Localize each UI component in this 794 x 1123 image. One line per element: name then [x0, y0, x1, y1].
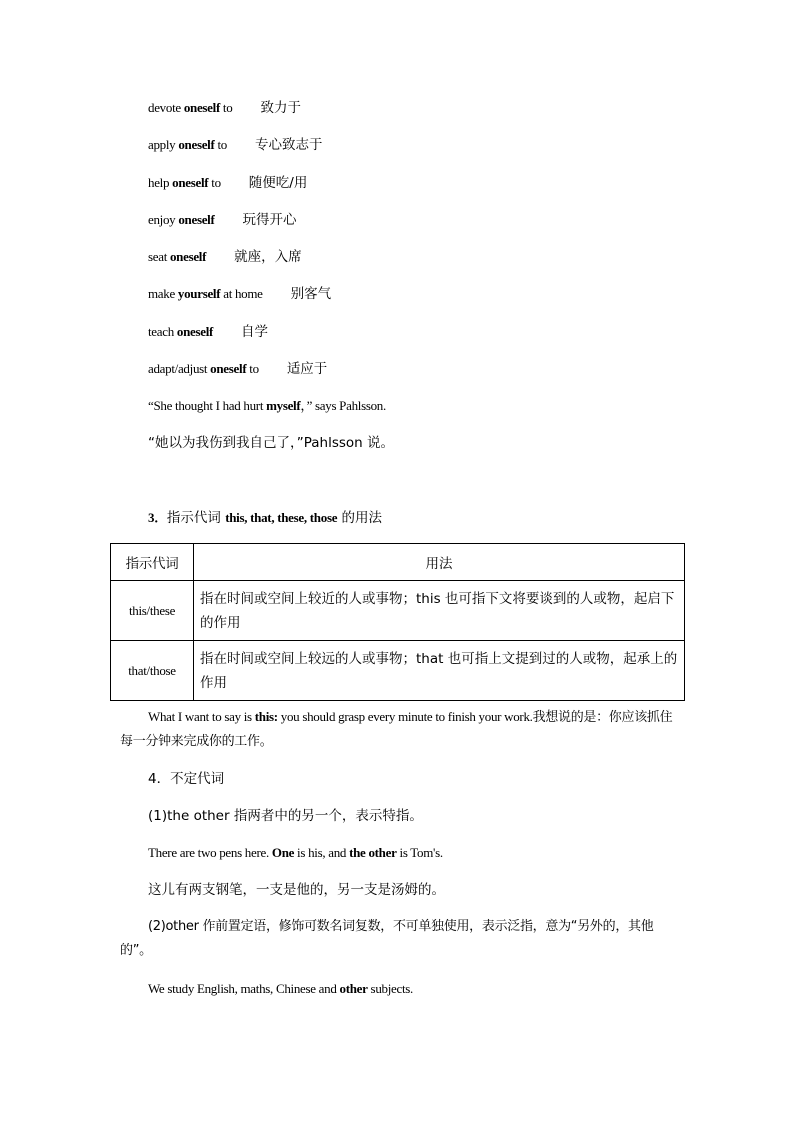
table-row	[111, 581, 685, 641]
example-sentence-en: There are two pens here. One is his, and the other is Tom's.	[148, 845, 443, 860]
table-cell-pronoun: that/those	[111, 641, 194, 701]
example-sentence-zh: 这儿有两支钢笔，一支是他的，另一支是汤姆的。	[148, 882, 445, 898]
phrase-item: make yourself at home 别客气	[148, 286, 332, 302]
phrase-item: devote oneself to 致力于	[148, 100, 301, 116]
example-sentence-en: We study English, maths, Chinese and other subjects.	[148, 981, 413, 996]
section-heading: 4．不定代词	[148, 771, 225, 787]
table-cell-usage: 指在时间或空间上较远的人或事物；that 也可指上文提到过的人或物，起承上的作用	[194, 641, 685, 701]
table-cell-pronoun: this/these	[111, 581, 194, 641]
table-cell-usage: 指在时间或空间上较近的人或事物；this 也可指下文将要谈到的人或物，起启下的作用	[194, 581, 685, 641]
phrase-item: teach oneself 自学	[148, 324, 269, 340]
table-row	[111, 641, 685, 701]
table-header-cell: 用法	[194, 544, 685, 581]
phrase-item: help oneself to 随便吃/用	[148, 175, 308, 191]
table-header-row	[111, 544, 685, 581]
example-sentence-en: “She thought I had hurt myself，” says Pahlsson.	[148, 398, 386, 413]
example-paragraph: What I want to say is this: you should grasp every minute to finish your work.我想说的是：你应该抓住每一分钟来完成你的工作。	[120, 709, 673, 748]
phrase-item: adapt/adjust oneself to 适应于	[148, 361, 328, 377]
table-header-cell: 指示代词	[111, 544, 194, 581]
grammar-point: (1)the other 指两者中的另一个，表示特指。	[148, 808, 423, 824]
grammar-point: (2)other 作前置定语，修饰可数名词复数，不可单独使用，表示泛指，意为“另外的，其他的”。	[120, 919, 654, 958]
demonstrative-pronoun-table	[110, 543, 685, 701]
section-heading: 3．指示代词 this, that, these, those 的用法	[148, 510, 382, 526]
phrase-item: seat oneself 就座，入席	[148, 249, 302, 265]
phrase-item: enjoy oneself 玩得开心	[148, 212, 297, 228]
example-sentence-zh: “她以为我伤到我自己了，”Pahlsson 说。	[148, 435, 395, 451]
phrase-item: apply oneself to 专心致志于	[148, 137, 323, 153]
